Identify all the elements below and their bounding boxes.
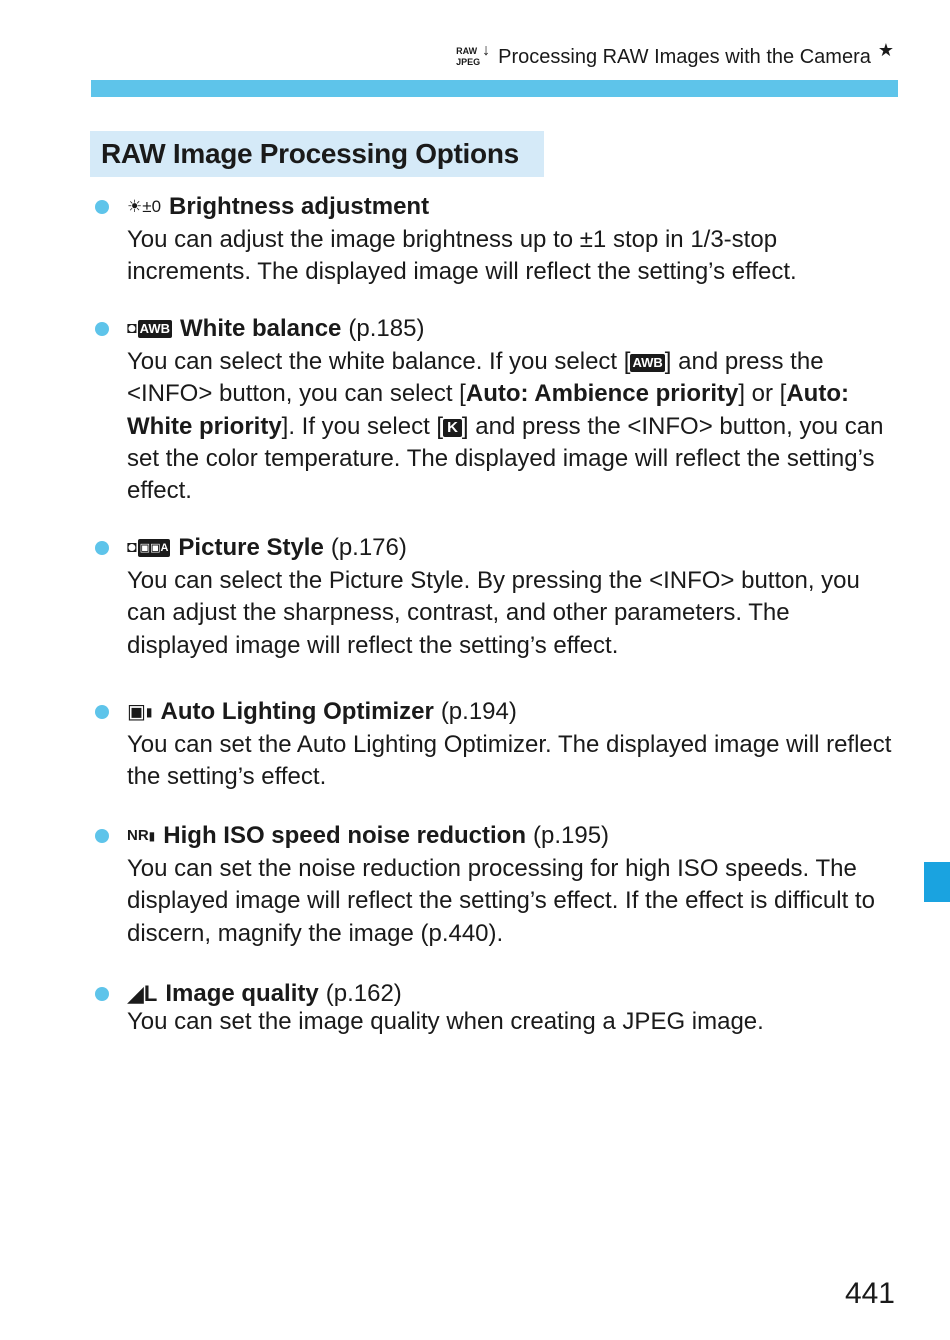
page-reference: (p.162) [325,980,402,1007]
level-bars-icon: ▮ [148,829,156,843]
text-run: ] and press the <INFO> button, you can set the color temperature. The displayed image will reflect the setting’s effect. [127,412,884,505]
section-title: RAW Image Processing Options [90,131,544,177]
bullet-icon [95,987,109,1001]
list-item-white-balance [95,314,915,507]
chapter-tab [924,862,950,902]
item-description: You can set the image quality when creating a JPEG image. [127,1008,764,1035]
item-description: You can set the noise reduction processing for high ISO speeds. The displayed image will reflect the setting’s effect. If the effect is difficult to discern, magnify the image (p.440). [127,855,875,947]
item-title: High ISO speed noise reduction [163,822,526,849]
arrow-down-icon: ↓ [482,42,491,59]
noise-reduction-icon [127,824,155,848]
list-item-auto-lighting-optimizer [95,697,915,794]
option-name: Auto: Ambience priority [465,380,739,408]
bullet-icon [95,200,109,214]
nr-glyph: NR [127,827,149,844]
list-item-picture-style [95,533,915,662]
item-title: Image quality [165,980,319,1007]
camera-icon: ◘ [127,320,137,337]
bullet-icon [95,541,109,555]
awb-icon: AWB [632,355,663,370]
header-title: Processing RAW Images with the Camera [498,45,871,68]
awb-badge: AWB [139,321,171,336]
item-heading [127,533,915,563]
picture-style-icon [127,536,170,560]
accent-bar [91,80,898,97]
item-heading [127,192,915,222]
auto-lighting-optimizer-icon [127,700,153,724]
list-item-image-quality [95,979,915,1038]
running-header [456,39,894,70]
option-name: Auto: White priority [127,380,849,440]
item-heading [127,979,915,1009]
text-run: ]. If you select [ [281,412,444,440]
page-reference: (p.185) [348,315,425,342]
item-heading [127,314,915,344]
page-number: 441 [844,1277,895,1310]
item-description: You can adjust the image brightness up to ±1 stop in 1/3-stop increments. The displayed image will reflect the setting’s effect. [127,226,797,286]
item-description: You can select the Picture Style. By pressing the <INFO> button, you can adjust the sharpness, contrast, and other parameters. The displayed image will reflect the setting’s effect. [127,567,860,659]
item-title: Brightness adjustment [169,193,430,220]
brightness-icon: ☀±0 [127,197,162,216]
alo-glyph: ▣ [127,701,146,723]
level-bars-icon: ▮ [145,705,153,719]
image-quality-icon: ◢L [127,981,158,1006]
raw-icon-label: RAW [456,46,478,56]
item-heading [127,821,915,851]
item-title: White balance [180,315,342,342]
item-title: Auto Lighting Optimizer [160,698,434,725]
style-badge: ▣▣A [138,539,171,557]
kelvin-icon: K [443,419,462,437]
item-title: Picture Style [178,534,324,561]
jpeg-icon-label: JPEG [456,57,481,67]
raw-jpeg-icon [456,44,492,70]
bullet-icon [95,829,109,843]
text-run: ] and press the <INFO> button, you can select [ [127,348,824,408]
text-run: You can select the white balance. If you select [ [127,348,631,375]
bullet-icon [95,705,109,719]
star-icon: ★ [877,39,894,60]
item-description [127,346,897,507]
page-reference: (p.176) [330,534,407,561]
bullet-icon [95,322,109,336]
list-item-brightness [95,192,915,289]
list-item-noise-reduction [95,821,915,950]
camera-icon: ◘ [127,539,137,556]
white-balance-icon [127,317,172,341]
page-reference: (p.194) [440,698,517,725]
text-run: ] or [ [738,380,787,408]
item-heading [127,697,915,727]
item-description: You can set the Auto Lighting Optimizer. The displayed image will reflect the setting’s effect. [127,731,892,791]
page-reference: (p.195) [533,822,610,849]
